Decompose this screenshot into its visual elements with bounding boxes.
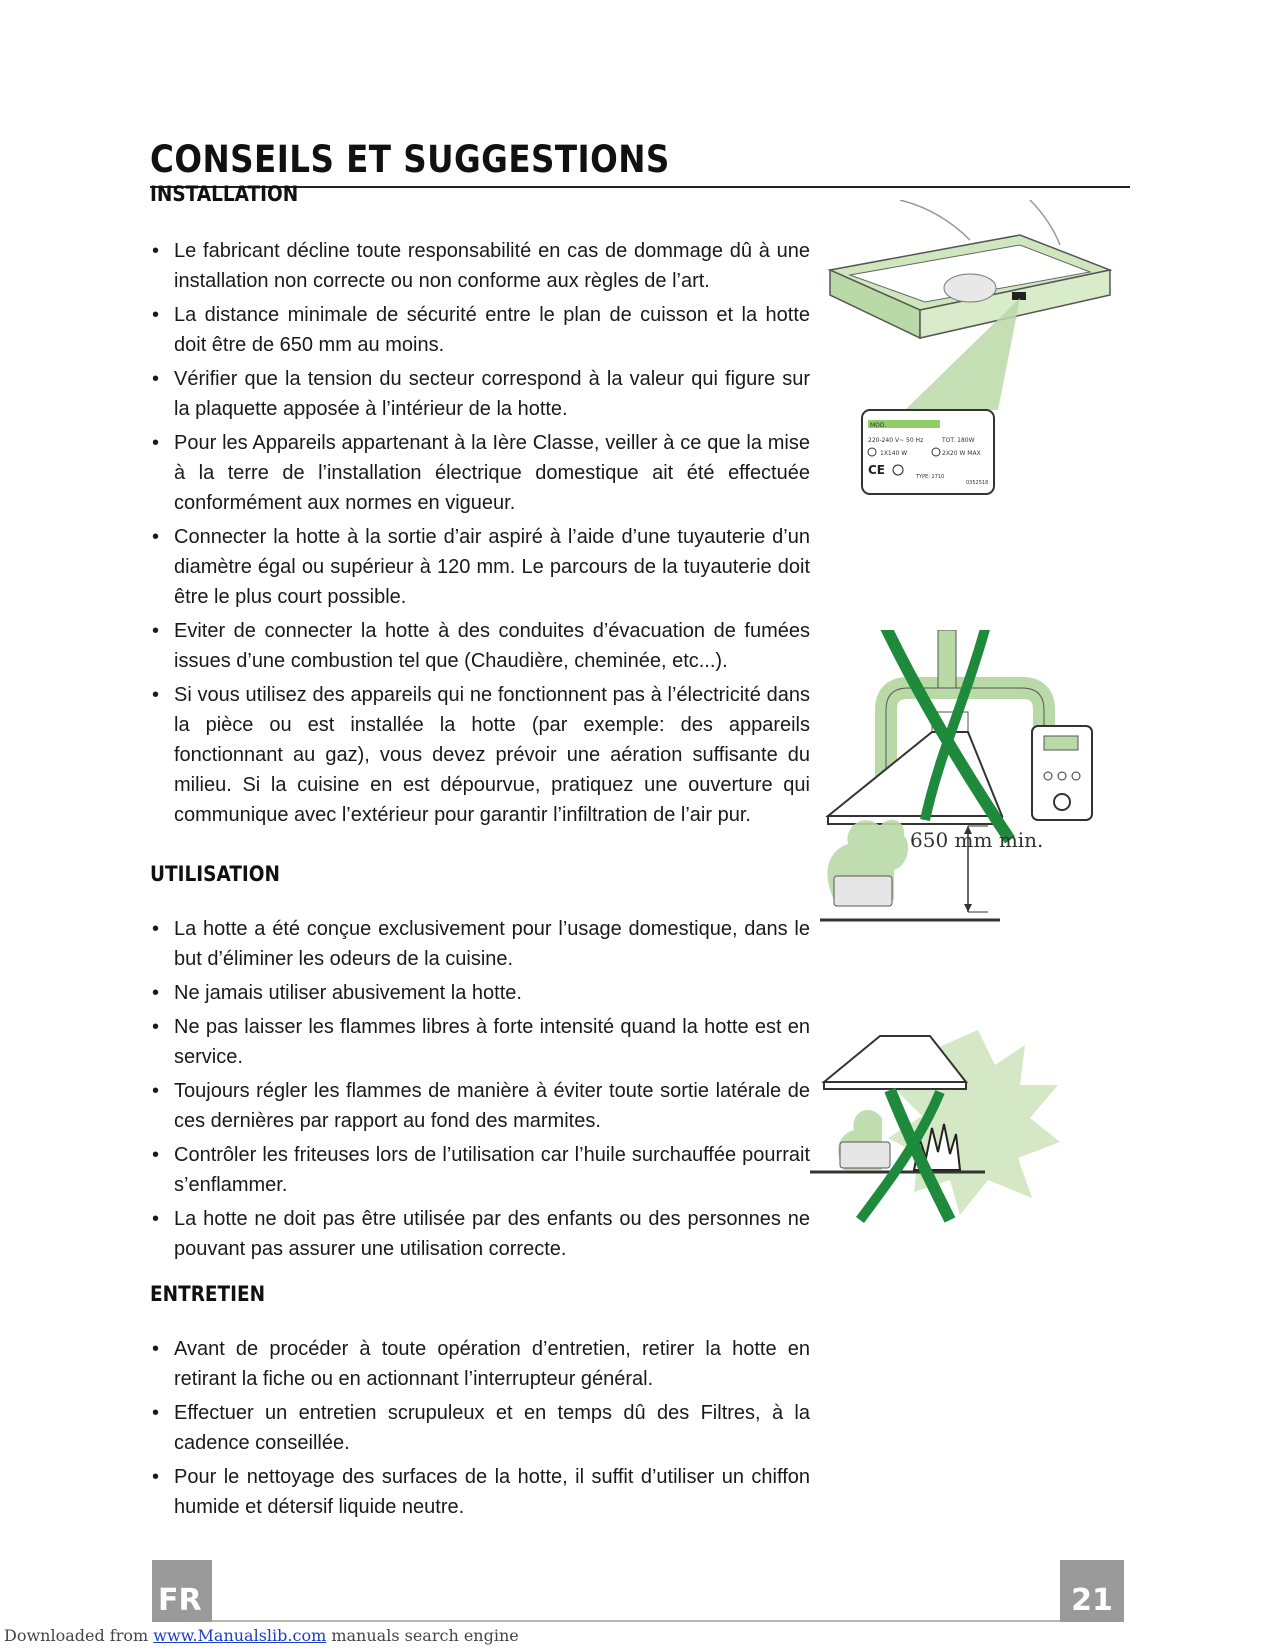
page-number: 21 — [1060, 1560, 1124, 1622]
plate-model: MOD. — [870, 422, 887, 429]
svg-text:220-240 V~ 50 Hz: 220-240 V~ 50 Hz — [868, 437, 924, 444]
plate-marker — [1012, 292, 1026, 300]
list-item: • La distance minimale de sécurité entre le plan de cuisson et la hotte doit être de 650 mm au moins. — [150, 300, 810, 360]
utilisation-list — [150, 914, 810, 1268]
list-item: • Pour le nettoyage des surfaces de la hotte, il suffit d’utiliser un chiffon humide et détersif liquide neutre. — [150, 1462, 810, 1522]
vent-duct — [938, 630, 956, 688]
list-item: • Avant de procéder à toute opération d’entretien, retirer la hotte en retirant la fiche ou en actionnant l’interrupteur général. — [150, 1334, 810, 1394]
svg-text:TOT. 180W: TOT. 180W — [942, 437, 975, 444]
svg-text:2X20 W MAX: 2X20 W MAX — [942, 450, 981, 457]
page-title: CONSEILS ET SUGGESTIONS — [150, 138, 670, 181]
hood-canopy — [828, 732, 1002, 816]
list-item: • Ne jamais utiliser abusivement la hotte. — [150, 978, 810, 1008]
list-item: • Connecter la hotte à la sortie d’air aspiré à l’aide d’une tuyauterie d’un diamètre égal ou supérieur à 120 mm. Le parcours de la tuyauterie doit être le plus court possible. — [150, 522, 810, 612]
list-item: • Eviter de connecter la hotte à des conduites d’évacuation de fumées issues d’une combustion tel que (Chaudière, cheminée, etc...). — [150, 616, 810, 676]
list-item: • La hotte a été conçue exclusivement pour l’usage domestique, dans le but d’éliminer les odeurs de la cuisine. — [150, 914, 810, 974]
motor-unit — [944, 274, 996, 302]
list-item: • Vérifier que la tension du secteur correspond à la valeur qui figure sur la plaquette apposée à l’intérieur de la hotte. — [150, 364, 810, 424]
hood-canopy-small — [824, 1036, 966, 1082]
installation-list — [150, 236, 810, 834]
hood-rating-plate-illustration — [820, 200, 1120, 520]
distance-label: 650 mm min. — [910, 828, 1044, 852]
entretien-list — [150, 1334, 810, 1526]
list-item: • La hotte ne doit pas être utilisée par des enfants ou des personnes ne pouvant pas assurer une utilisation correcte. — [150, 1204, 810, 1264]
download-note: Downloaded from www.Manualslib.com manuals search engine — [4, 1626, 519, 1645]
cooking-pot-small — [840, 1142, 890, 1168]
svg-text:1X140 W: 1X140 W — [880, 450, 908, 457]
list-item: • Effectuer un entretien scrupuleux et en temps dû des Filtres, à la cadence conseillée. — [150, 1398, 810, 1458]
ce-mark-icon: CE — [868, 463, 886, 477]
list-item: • Ne pas laisser les flammes libres à forte intensité quand la hotte est en service. — [150, 1012, 810, 1072]
cooking-pot — [834, 876, 892, 906]
section-heading-utilisation: UTILISATION — [150, 862, 280, 886]
footer-bar — [212, 1620, 1060, 1622]
section-heading-installation: INSTALLATION — [150, 182, 299, 206]
list-item: • Le fabricant décline toute responsabilité en cas de dommage dû à une installation non correcte ou non conforme aux règles de l’art. — [150, 236, 810, 296]
section-heading-entretien: ENTRETIEN — [150, 1282, 266, 1306]
language-tab: FR — [152, 1560, 212, 1622]
list-item: • Pour les Appareils appartenant à la Ière Classe, veiller à ce que la mise à la terre de l’installation électrique domestique ait été effectuée conformément aux normes en vigueur. — [150, 428, 810, 518]
hood-boiler-distance-illustration — [820, 630, 1120, 930]
manualslib-link[interactable]: www.Manualslib.com — [153, 1626, 327, 1645]
chimney-outline — [900, 200, 970, 240]
open-flame-prohibited-illustration — [810, 1030, 1110, 1230]
svg-text:TYPE: 2710: TYPE: 2710 — [916, 474, 945, 480]
svg-text:0352518: 0352518 — [966, 480, 989, 486]
list-item: • Si vous utilisez des appareils qui ne fonctionnent pas à l’électricité dans la pièce ou est installée la hotte (par exemple: des appareils fonctionnant au gaz), vous devez prévoir une aération suffisante du milieu. Si la cuisine en est dépourvue, pratiquez une ouverture qui communique avec l’extérieur pour garantir l’infiltration de l’air pur. — [150, 680, 810, 830]
list-item: • Toujours régler les flammes de manière à éviter toute sortie latérale de ces dernières par rapport au fond des marmites. — [150, 1076, 810, 1136]
list-item: • Contrôler les friteuses lors de l’utilisation car l’huile surchauffée pourrait s’enflammer. — [150, 1140, 810, 1200]
